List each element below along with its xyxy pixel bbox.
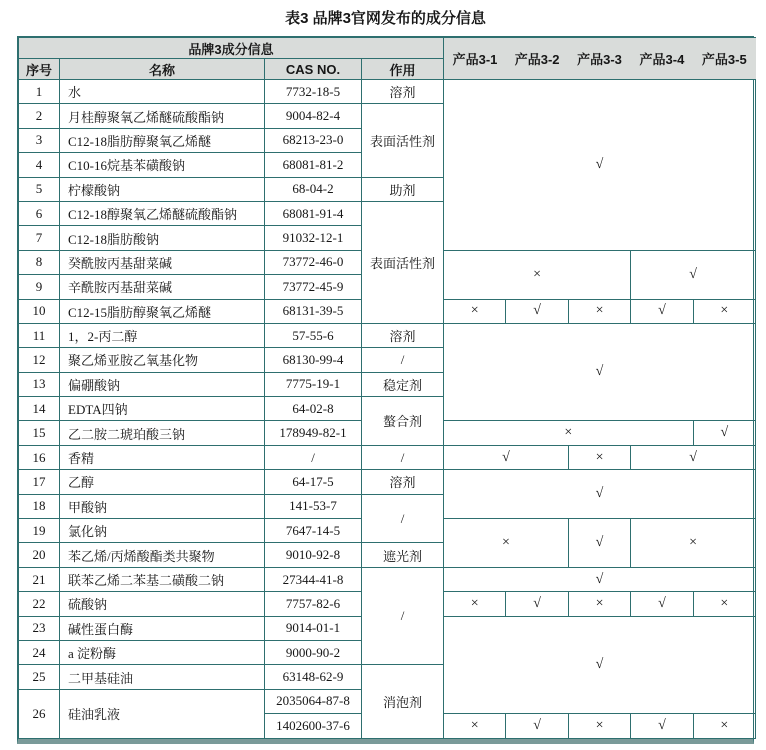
- cell-name: 水: [60, 80, 265, 104]
- cell-cas: 57-55-6: [265, 323, 362, 347]
- cell-num: 8: [19, 250, 60, 274]
- cell-num: 22: [19, 592, 60, 616]
- cell-mark: ×: [568, 592, 630, 616]
- cell-num: 23: [19, 616, 60, 640]
- cell-num: 21: [19, 567, 60, 591]
- cell-cas: 64-02-8: [265, 397, 362, 421]
- cell-mark: √: [568, 519, 630, 568]
- product-header: 产品3-4: [631, 38, 693, 80]
- cell-func: 螯合剂: [362, 397, 444, 446]
- cell-func: 溶剂: [362, 323, 444, 347]
- cell-name: C12-18脂肪酸钠: [60, 226, 265, 250]
- cell-num: 18: [19, 494, 60, 518]
- cell-mark: ×: [444, 250, 631, 299]
- cell-num: 24: [19, 640, 60, 664]
- cell-cas: 68130-99-4: [265, 348, 362, 372]
- cell-num: 6: [19, 201, 60, 225]
- cell-func: 稳定剂: [362, 372, 444, 396]
- cell-mark: √: [444, 80, 756, 251]
- cell-name: 硅油乳液: [60, 689, 265, 738]
- cell-func: 消泡剂: [362, 665, 444, 738]
- cell-name: C10-16烷基苯磺酸钠: [60, 153, 265, 177]
- cell-func: /: [362, 445, 444, 469]
- cell-name: 乙二胺二琥珀酸三钠: [60, 421, 265, 445]
- ingredients-table-wrapper: [17, 36, 754, 744]
- cell-name: 二甲基硅油: [60, 665, 265, 689]
- cell-num: 4: [19, 153, 60, 177]
- cell-name: 偏硼酸钠: [60, 372, 265, 396]
- product-header: 产品3-5: [693, 38, 755, 80]
- page-title: 表3 品牌3官网发布的成分信息: [285, 10, 486, 27]
- cell-mark: √: [444, 445, 569, 469]
- cell-num: 17: [19, 470, 60, 494]
- cell-name: 柠檬酸钠: [60, 177, 265, 201]
- cell-name: 碱性蛋白酶: [60, 616, 265, 640]
- cell-name: 辛酰胺丙基甜菜碱: [60, 275, 265, 299]
- cell-mark: ×: [444, 592, 506, 616]
- group-header: 品牌3成分信息: [19, 38, 444, 59]
- cell-mark: √: [444, 616, 756, 714]
- cell-num: 1: [19, 80, 60, 104]
- column-header: 作用: [362, 59, 444, 80]
- cell-mark: √: [631, 714, 693, 738]
- cell-mark: ×: [693, 714, 755, 738]
- product-header: 产品3-1: [444, 38, 506, 80]
- cell-func: 助剂: [362, 177, 444, 201]
- cell-num: 10: [19, 299, 60, 323]
- cell-cas: 68081-91-4: [265, 201, 362, 225]
- cell-cas: 68213-23-0: [265, 128, 362, 152]
- cell-mark: √: [506, 299, 568, 323]
- cell-cas: 68131-39-5: [265, 299, 362, 323]
- cell-mark: ×: [444, 519, 569, 568]
- cell-num: 5: [19, 177, 60, 201]
- cell-name: 氯化钠: [60, 519, 265, 543]
- cell-name: 硫酸钠: [60, 592, 265, 616]
- cell-cas: 9000-90-2: [265, 640, 362, 664]
- cell-cas: 64-17-5: [265, 470, 362, 494]
- cell-func: 表面活性剂: [362, 201, 444, 323]
- cell-mark: ×: [568, 299, 630, 323]
- column-header: 名称: [60, 59, 265, 80]
- cell-num: 2: [19, 104, 60, 128]
- cell-num: 3: [19, 128, 60, 152]
- cell-mark: √: [444, 470, 756, 519]
- cell-mark: √: [631, 299, 693, 323]
- cell-mark: √: [444, 567, 756, 591]
- cell-cas: 63148-62-9: [265, 665, 362, 689]
- table-row: [19, 567, 756, 591]
- cell-mark: ×: [444, 299, 506, 323]
- cell-mark: √: [631, 592, 693, 616]
- product-header: 产品3-2: [506, 38, 568, 80]
- cell-func: 溶剂: [362, 80, 444, 104]
- cell-num: 15: [19, 421, 60, 445]
- cell-cas: 178949-82-1: [265, 421, 362, 445]
- cell-mark: ×: [568, 445, 630, 469]
- cell-name: C12-18脂肪醇聚氧乙烯醚: [60, 128, 265, 152]
- cell-name: EDTA四钠: [60, 397, 265, 421]
- cell-num: 26: [19, 689, 60, 738]
- cell-cas: 27344-41-8: [265, 567, 362, 591]
- cell-cas: 1402600-37-6: [265, 714, 362, 738]
- column-header: 序号: [19, 59, 60, 80]
- table-row: [19, 470, 756, 494]
- cell-cas: 9004-82-4: [265, 104, 362, 128]
- cell-mark: ×: [693, 592, 755, 616]
- cell-num: 7: [19, 226, 60, 250]
- cell-name: a 淀粉酶: [60, 640, 265, 664]
- cell-mark: ×: [444, 714, 506, 738]
- cell-cas: 73772-46-0: [265, 250, 362, 274]
- cell-cas: 91032-12-1: [265, 226, 362, 250]
- cell-num: 14: [19, 397, 60, 421]
- cell-mark: √: [631, 250, 756, 299]
- table-row: [19, 80, 756, 104]
- cell-mark: ×: [444, 421, 694, 445]
- cell-name: 甲酸钠: [60, 494, 265, 518]
- cell-mark: √: [506, 714, 568, 738]
- cell-cas: 68081-81-2: [265, 153, 362, 177]
- cell-func: /: [362, 567, 444, 665]
- cell-func: 遮光剂: [362, 543, 444, 567]
- cell-cas: 7757-82-6: [265, 592, 362, 616]
- cell-func: /: [362, 348, 444, 372]
- cell-func: 表面活性剂: [362, 104, 444, 177]
- cell-mark: √: [444, 323, 756, 421]
- cell-cas: 141-53-7: [265, 494, 362, 518]
- cell-num: 25: [19, 665, 60, 689]
- cell-num: 11: [19, 323, 60, 347]
- cell-num: 16: [19, 445, 60, 469]
- table-row: [19, 323, 756, 347]
- cell-cas: 2035064-87-8: [265, 689, 362, 713]
- cell-cas: 7732-18-5: [265, 80, 362, 104]
- cell-num: 20: [19, 543, 60, 567]
- column-header: CAS NO.: [265, 59, 362, 80]
- cell-num: 19: [19, 519, 60, 543]
- cell-cas: 68-04-2: [265, 177, 362, 201]
- cell-cas: 73772-45-9: [265, 275, 362, 299]
- cell-func: /: [362, 494, 444, 543]
- cell-name: 乙醇: [60, 470, 265, 494]
- cell-cas: /: [265, 445, 362, 469]
- product-header: 产品3-3: [568, 38, 630, 80]
- cell-name: 癸酰胺丙基甜菜碱: [60, 250, 265, 274]
- cell-mark: √: [506, 592, 568, 616]
- cell-name: C12-18醇聚氧乙烯醚硫酸酯钠: [60, 201, 265, 225]
- cell-num: 12: [19, 348, 60, 372]
- cell-name: 聚乙烯亚胺乙氧基化物: [60, 348, 265, 372]
- cell-mark: ×: [631, 519, 756, 568]
- cell-cas: 9010-92-8: [265, 543, 362, 567]
- cell-name: 苯乙烯/丙烯酸酯类共聚物: [60, 543, 265, 567]
- cell-name: 月桂醇聚氧乙烯醚硫酸酯钠: [60, 104, 265, 128]
- cell-mark: √: [693, 421, 755, 445]
- cell-func: 溶剂: [362, 470, 444, 494]
- cell-cas: 7647-14-5: [265, 519, 362, 543]
- ingredients-table: [18, 37, 756, 739]
- cell-name: 联苯乙烯二苯基二磺酸二钠: [60, 567, 265, 591]
- cell-num: 13: [19, 372, 60, 396]
- cell-mark: ×: [568, 714, 630, 738]
- cell-name: 香精: [60, 445, 265, 469]
- table-row: [19, 445, 756, 469]
- cell-name: C12-15脂肪醇聚氧乙烯醚: [60, 299, 265, 323]
- cell-mark: ×: [693, 299, 755, 323]
- cell-name: 1，2-丙二醇: [60, 323, 265, 347]
- cell-mark: √: [631, 445, 756, 469]
- cell-cas: 7775-19-1: [265, 372, 362, 396]
- cell-cas: 9014-01-1: [265, 616, 362, 640]
- cell-num: 9: [19, 275, 60, 299]
